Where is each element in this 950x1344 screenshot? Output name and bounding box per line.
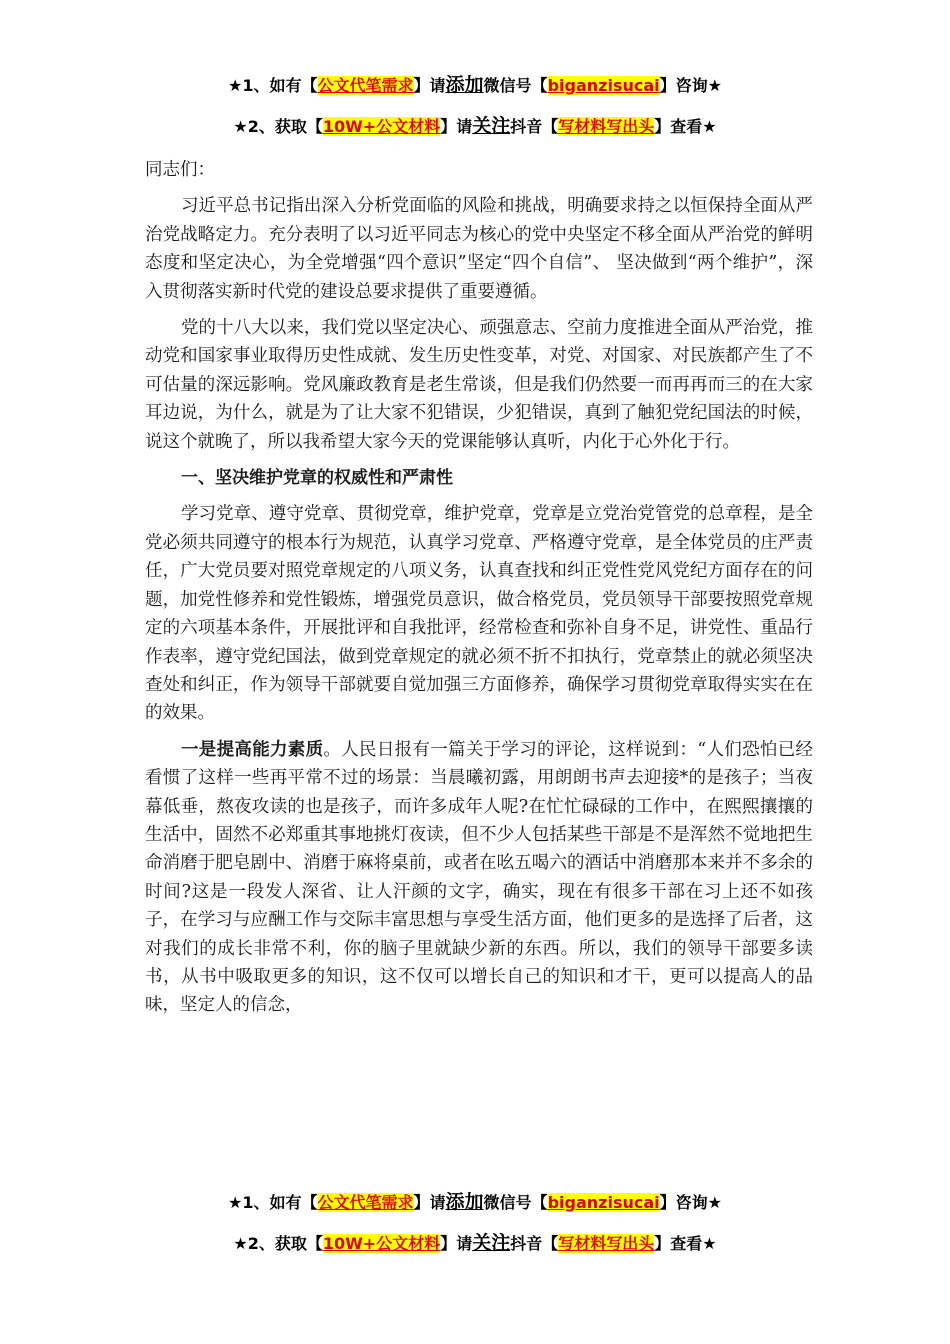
highlight-service: 公文代笔需求 bbox=[317, 76, 414, 95]
highlight-douyin-id: 写材料写出头 bbox=[558, 117, 655, 136]
promo-banner-top-1: ★1、如有【公文代笔需求】请添加微信号【biganzisucai】咨询★ bbox=[228, 74, 722, 96]
section-heading: 一、坚决维护党章的权威性和严肃性 bbox=[181, 468, 453, 489]
promo-banner-bottom-2: ★2、获取【10W+公文材料】请关注抖音【写材料写出头】查看★ bbox=[233, 1232, 717, 1254]
highlight-materials: 10W+公文材料 bbox=[322, 1234, 441, 1253]
salutation: 同志们： bbox=[145, 160, 215, 180]
promo-banner-top-2: ★2、获取【10W+公文材料】请关注抖音【写材料写出头】查看★ bbox=[233, 115, 717, 137]
highlight-wechat-id: biganzisucai bbox=[547, 1193, 660, 1212]
document-body bbox=[145, 156, 813, 1020]
highlight-wechat-id: biganzisucai bbox=[547, 76, 660, 95]
highlight-service: 公文代笔需求 bbox=[317, 1193, 414, 1212]
paragraph: 学习党章、遵守党章、贯彻党章，维护党章，党章是立党治党管党的总章程，是全党必须共同遵守的根本行为规范，认真学习党章、严格遵守党章，是全体党员的庄严责任，广大党员要对照党章规定的八项义务，认真查找和纠正党性党风党纪方面存在的问题，加党性修养和党性锻炼，增强党员意识，做合格党员，党员领导干部要按照党章规定的六项基本条件，开展批评和自我批评，经常检查和弥补自身不足，讲党性、重品行作表率，遵守党纪国法，做到党章规定的就必须不折不扣执行，党章禁止的就必须坚决查处和纠正，作为领导干部就要自觉加强三方面修养，确保学习贯彻党章取得实实在在的效果。 bbox=[145, 504, 813, 724]
paragraph-lead: 一是提高能力素质 bbox=[181, 739, 324, 760]
highlight-douyin-id: 写材料写出头 bbox=[558, 1234, 655, 1253]
highlight-materials: 10W+公文材料 bbox=[322, 117, 441, 136]
paragraph: 一是提高能力素质。人民日报有一篇关于学习的评论，这样说到：“人们恐怕已经看惯了这样一些再平常不过的场景：当晨曦初露，用朗朗书声去迎接*的是孩子；当夜幕低垂，熬夜攻读的也是孩子，而许多成年人呢?在忙忙碌碌的工作中，在熙熙攘攘的生活中，固然不必郑重其事地挑灯夜读，但不少人包括某些干部是不是浑然不觉地把生命消磨于肥皂剧中、消磨于麻将桌前，或者在吆五喝六的酒话中消磨那本来并不多余的时间?这是一段发人深省、让人汗颜的文字，确实，现在有很多干部在习上还不如孩子，在学习与应酬工作与交际丰富思想与享受生活方面，他们更多的是选择了后者，这对我们的成长非常不利，你的脑子里就缺少新的东西。所以，我们的领导干部要多读书，从书中吸取更多的知识，这不仅可以增长自己的知识和才干，更可以提高人的品味，坚定人的信念， bbox=[145, 739, 814, 1016]
promo-banner-bottom-1: ★1、如有【公文代笔需求】请添加微信号【biganzisucai】咨询★ bbox=[228, 1191, 722, 1213]
paragraph: 习近平总书记指出深入分析党面临的风险和挑战，明确要求持之以恒保持全面从严治党战略定力。充分表明了以习近平同志为核心的党中央坚定不移全面从严治党的鲜明态度和坚定决心，为全党增强“四个意识”坚定“四个自信”、 坚决做到“两个维护”，深入贯彻落实新时代党的建设总要求提供了重要遵循。 bbox=[145, 196, 813, 302]
paragraph: 党的十八大以来，我们党以坚定决心、顽强意志、空前力度推进全面从严治党，推动党和国家事业取得历史性成就、发生历史性变革，对党、对国家、对民族都产生了不可估量的深远影响。党风廉政教育是老生常谈，但是我们仍然要一而再再而三的在大家耳边说，为什么，就是为了让大家不犯错误，少犯错误，真到了触犯党纪国法的时候，说这个就晚了，所以我希望大家今天的党课能够认真听，内化于心外化于行。 bbox=[145, 318, 813, 452]
